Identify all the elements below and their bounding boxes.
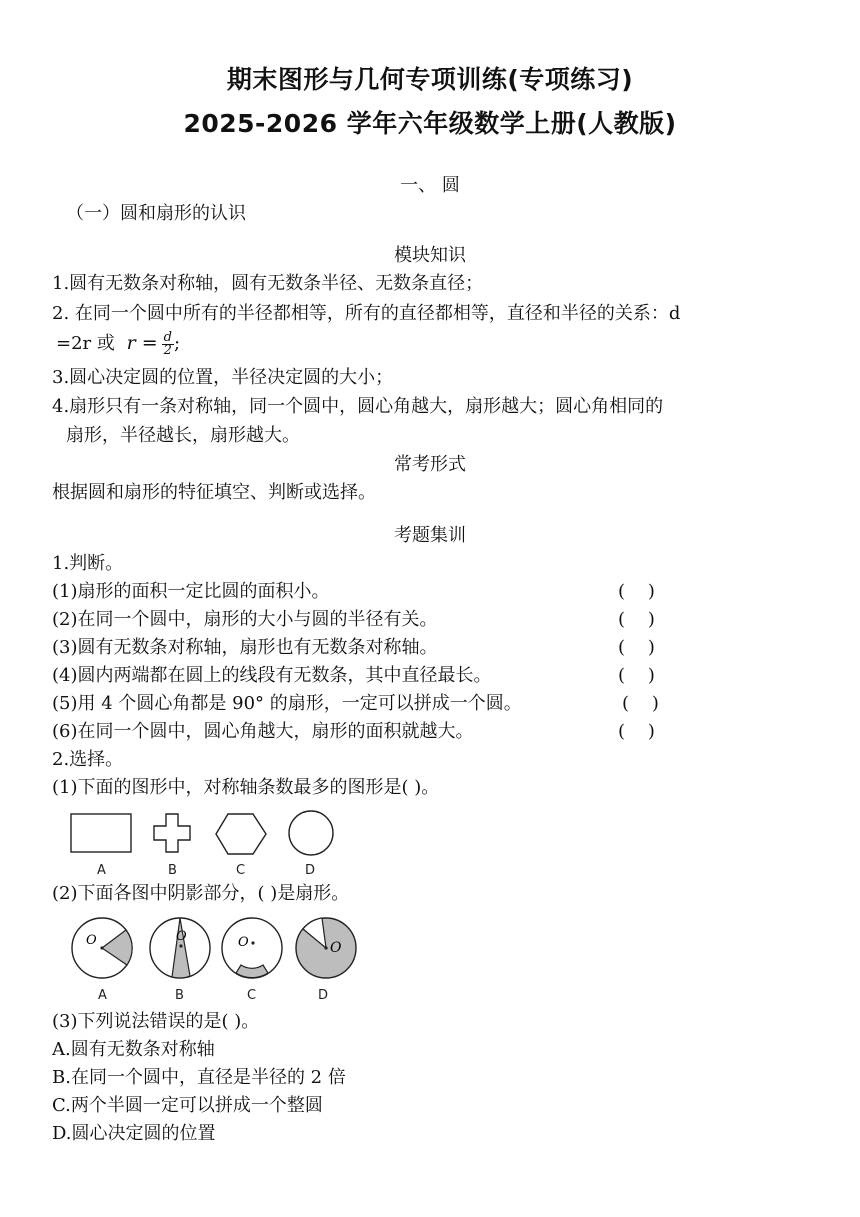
title-line-1: 期末图形与几何专项训练(专项练习)	[226, 65, 634, 94]
knowledge-3: 3.圆心决定圆的位置，半径决定圆的大小；	[52, 367, 394, 388]
shape-label-a: A	[97, 863, 106, 878]
form-text: 根据圆和扇形的特征填空、判断或选择。	[52, 482, 376, 503]
hexagon-shape	[216, 814, 266, 854]
q2-stem: 2.选择。	[52, 749, 124, 770]
center-dot-a	[100, 946, 103, 949]
fraction-denominator: 2	[163, 342, 172, 358]
center-dot-c	[251, 941, 254, 944]
center-label-b: O	[176, 929, 187, 944]
formula-r: r =	[126, 332, 158, 354]
rectangle-shape	[71, 814, 131, 852]
q1-item-2: (2)在同一个圆中，扇形的大小与圆的半径有关。	[52, 609, 438, 630]
q1-item-3: (3)圆有无数条对称轴，扇形也有无数条对称轴。	[52, 637, 438, 658]
q1-item-4: (4)圆内两端都在圆上的线段有无数条，其中直径最长。	[52, 665, 492, 686]
title-line-2: 2025-2026 学年六年级数学上册(人教版)	[183, 109, 677, 138]
sector-label-a: A	[98, 988, 107, 1003]
q1-answer-2[interactable]: ( )	[618, 609, 655, 630]
center-dot-b	[179, 944, 182, 947]
knowledge-title: 模块知识	[394, 245, 466, 266]
sector-label-b: B	[175, 988, 184, 1003]
q1-answer-1[interactable]: ( )	[618, 581, 655, 602]
q2-sub-3: (3)下列说法错误的是( )。	[52, 1011, 260, 1032]
section-heading: 一、 圆	[400, 175, 460, 196]
center-label-d: O	[330, 940, 342, 956]
fraction-numerator: d	[163, 329, 172, 345]
formula-fraction	[162, 329, 174, 358]
sector-label-d: D	[318, 988, 329, 1003]
knowledge-1: 1.圆有无数条对称轴，圆有无数条半径、无数条直径；	[52, 273, 484, 294]
shape-label-d: D	[305, 863, 316, 878]
q1-answer-4[interactable]: ( )	[618, 665, 655, 686]
knowledge-2b-suffix: ;	[173, 333, 181, 354]
exam-title: 考题集训	[394, 525, 466, 546]
knowledge-2a: 2. 在同一个圆中所有的半径都相等，所有的直径都相等，直径和半径的关系：d	[52, 303, 681, 324]
q1-item-5: (5)用 4 个圆心角都是 90° 的扇形，一定可以拼成一个圆。	[52, 693, 522, 714]
option-b[interactable]: B.在同一个圆中，直径是半径的 2 倍	[52, 1067, 346, 1088]
q1-item-1: (1)扇形的面积一定比圆的面积小。	[52, 581, 330, 602]
knowledge-2b-prefix: =2r 或	[56, 333, 115, 354]
center-dot-d	[324, 946, 327, 949]
q1-answer-3[interactable]: ( )	[618, 637, 655, 658]
cross-shape	[154, 814, 190, 852]
sector-label-c: C	[247, 988, 257, 1003]
form-title: 常考形式	[394, 454, 466, 475]
q1-answer-5[interactable]: ( )	[622, 693, 659, 714]
q1-answer-6[interactable]: ( )	[618, 721, 655, 742]
sector-figure	[60, 910, 370, 1006]
q2-sub-2: (2)下面各图中阴影部分，( )是扇形。	[52, 883, 350, 904]
q2-sub-1: (1)下面的图形中，对称轴条数最多的图形是( )。	[52, 777, 440, 798]
knowledge-4a: 4.扇形只有一条对称轴，同一个圆中，圆心角越大，扇形越大；圆心角相同的	[52, 396, 664, 417]
option-c[interactable]: C.两个半圆一定可以拼成一个整圆	[52, 1095, 323, 1116]
subsection-heading: （一）圆和扇形的认识	[66, 203, 246, 224]
circle-shape	[289, 811, 333, 855]
shapes-figure	[60, 804, 360, 880]
option-d[interactable]: D.圆心决定圆的位置	[52, 1123, 216, 1144]
option-a[interactable]: A.圆有无数条对称轴	[52, 1039, 215, 1060]
q1-item-6: (6)在同一个圆中，圆心角越大，扇形的面积就越大。	[52, 721, 474, 742]
q1-stem: 1.判断。	[52, 553, 124, 574]
shape-label-b: B	[168, 863, 177, 878]
knowledge-2b	[56, 331, 180, 357]
knowledge-4b: 扇形，半径越长，扇形越大。	[66, 425, 300, 446]
shape-label-c: C	[236, 863, 246, 878]
center-label-a: O	[86, 933, 97, 948]
center-label-c: O	[238, 935, 249, 950]
